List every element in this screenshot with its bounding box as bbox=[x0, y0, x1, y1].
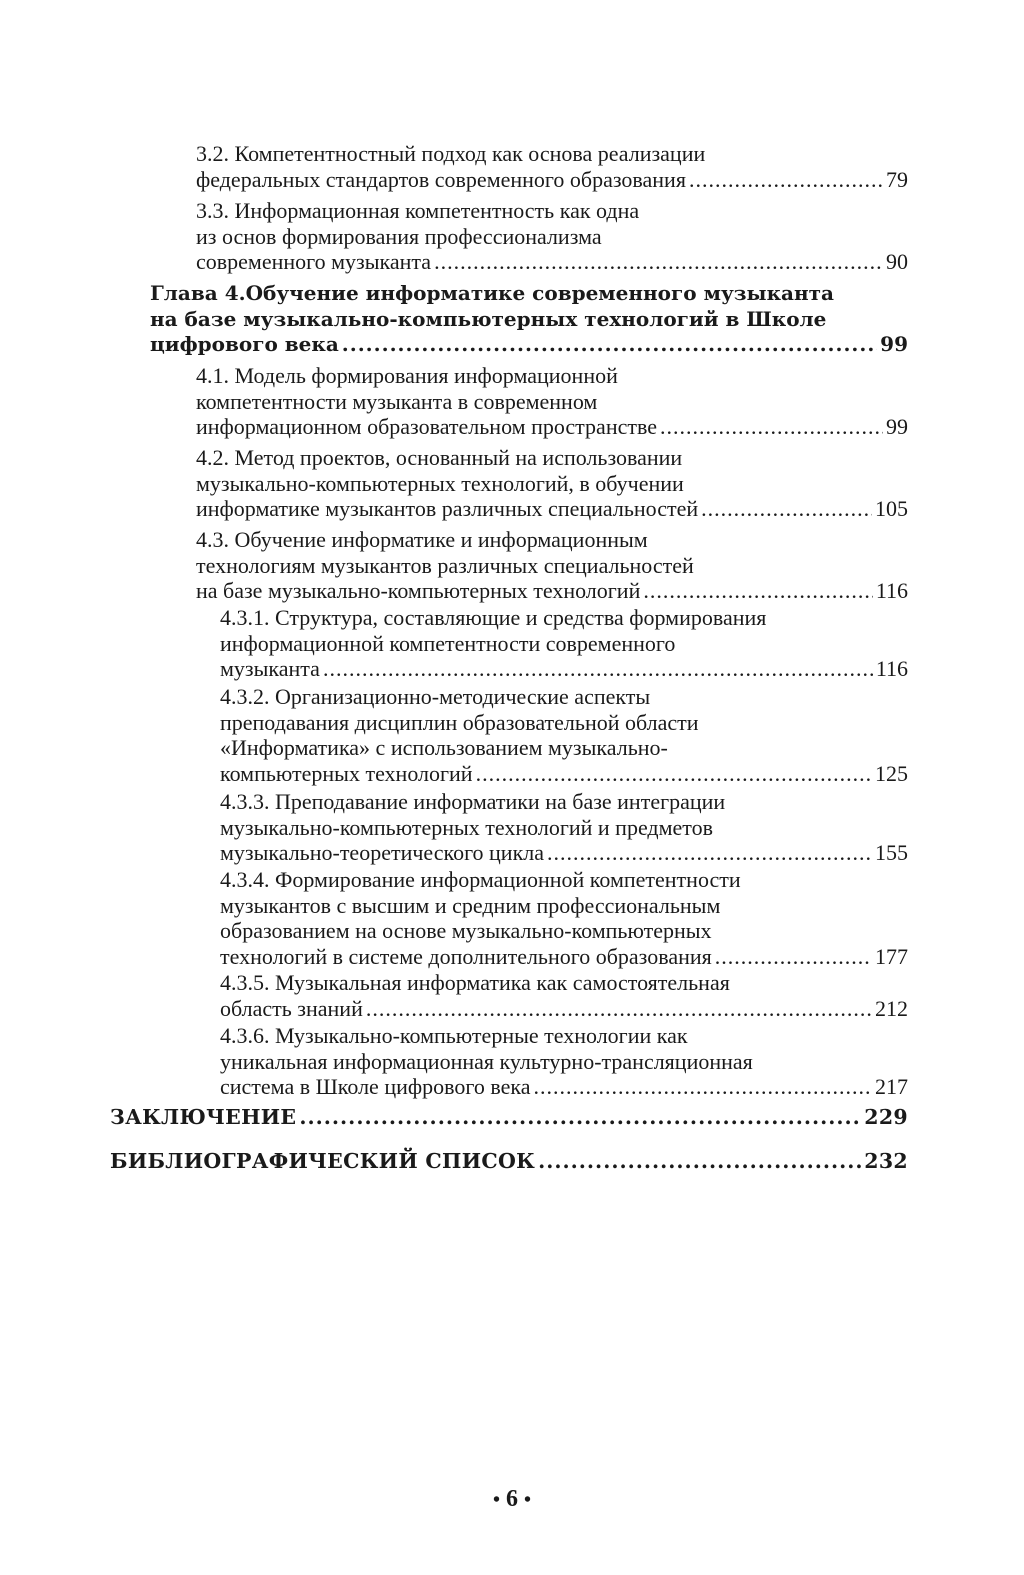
toc-entry-4-1 bbox=[196, 363, 908, 440]
toc-line: преподавания дисциплин образовательной области bbox=[220, 709, 699, 735]
toc-line: информатике музыкантов различных специальностей bbox=[196, 496, 699, 521]
toc-entry-3-2 bbox=[196, 141, 908, 192]
toc-line: область знаний bbox=[220, 995, 363, 1021]
toc-entry-4-3-3 bbox=[220, 789, 908, 866]
toc-line: музыкально-компьютерных технологий, в обучении bbox=[196, 470, 684, 496]
toc-line: информационной компетентности современного bbox=[220, 630, 676, 656]
toc-entry-4-3-5 bbox=[220, 970, 908, 1021]
toc-page-number: 79 bbox=[886, 166, 908, 192]
toc-line: технологиям музыкантов различных специальностей bbox=[196, 552, 694, 578]
toc-line: 4.2. Метод проектов, основанный на использовании bbox=[196, 445, 683, 470]
toc-line: музыкально-теоретического цикла bbox=[220, 840, 545, 865]
toc-line: современного музыканта bbox=[196, 249, 432, 274]
toc-line: БИБЛИОГРАФИЧЕСКИЙ СПИСОК bbox=[110, 1149, 536, 1173]
toc-line: музыкантов с высшим и средним профессиональным bbox=[220, 892, 721, 918]
toc-line: компетентности музыканта в современном bbox=[196, 388, 598, 414]
toc-line: 4.3.5. Музыкальная информатика как самостоятельная bbox=[220, 970, 730, 995]
toc-line: система в Школе цифрового века bbox=[220, 1074, 531, 1099]
toc-page-number: 116 bbox=[875, 656, 908, 681]
dot-leader bbox=[434, 249, 883, 275]
dot-leader bbox=[538, 1149, 861, 1175]
dot-leader bbox=[299, 1105, 861, 1131]
toc-line: ЗАКЛЮЧЕНИЕ bbox=[110, 1105, 297, 1129]
toc-line: образованием на основе музыкально-компьютерных bbox=[220, 918, 712, 943]
toc-entry-chapter-4 bbox=[150, 281, 908, 358]
dot-leader bbox=[323, 656, 873, 682]
toc-line: на базе музыкально-компьютерных технологий bbox=[196, 578, 641, 603]
dot-leader bbox=[689, 167, 883, 193]
toc-page-number: 232 bbox=[864, 1149, 908, 1173]
toc-line: компьютерных технологий bbox=[220, 760, 473, 786]
toc-line: на базе музыкально-компьютерных технологий в Школе bbox=[150, 306, 827, 331]
bullet-icon: • bbox=[524, 1489, 532, 1511]
dot-leader bbox=[660, 414, 883, 440]
toc-line: уникальная информационная культурно-трансляционная bbox=[220, 1048, 753, 1074]
toc-entry-bibliography bbox=[110, 1149, 908, 1175]
toc-line: 4.3.4. Формирование информационной компетентности bbox=[220, 867, 741, 892]
toc-entry-3-3 bbox=[196, 198, 908, 275]
toc-line: цифрового века bbox=[150, 332, 339, 356]
dot-leader bbox=[643, 578, 872, 604]
toc-line: 4.3.6. Музыкально-компьютерные технологии как bbox=[220, 1023, 688, 1048]
toc-entry-4-2 bbox=[196, 445, 908, 522]
toc-line: 3.3. Информационная компетентность как одна bbox=[196, 198, 640, 223]
toc-page-number: 99 bbox=[886, 414, 908, 439]
toc-line: 3.2. Компетентностный подход как основа реализации bbox=[196, 141, 706, 166]
toc-line: 4.1. Модель формирования информационной bbox=[196, 363, 618, 388]
toc-line: 4.3.3. Преподавание информатики на базе интеграции bbox=[220, 789, 726, 814]
toc-page-number: 116 bbox=[875, 578, 908, 603]
toc-entry-4-3-1 bbox=[220, 605, 908, 682]
page-number bbox=[0, 1486, 1024, 1513]
toc-page-number: 105 bbox=[875, 496, 908, 521]
dot-leader bbox=[533, 1074, 872, 1100]
dot-leader bbox=[701, 496, 872, 522]
toc-page-number: 155 bbox=[875, 840, 908, 865]
toc-entry-4-3 bbox=[196, 527, 908, 604]
toc-entry-conclusion bbox=[110, 1105, 908, 1131]
toc-entry-4-3-4 bbox=[220, 867, 908, 969]
toc-page-number: 90 bbox=[886, 249, 908, 274]
toc-line: музыканта bbox=[220, 656, 320, 681]
toc-page-number: 212 bbox=[875, 995, 908, 1021]
toc-line: федеральных стандартов современного образования bbox=[196, 166, 686, 192]
dot-leader bbox=[715, 944, 872, 970]
toc-line: «Информатика» с использованием музыкально- bbox=[220, 735, 668, 760]
toc-line: 4.3.1. Структура, составляющие и средства формирования bbox=[220, 605, 767, 630]
toc-page-number: 99 bbox=[880, 332, 908, 356]
toc-page-number: 229 bbox=[864, 1105, 908, 1129]
toc-line: Глава 4.Обучение информатике современного музыканта bbox=[150, 281, 834, 305]
toc-line: из основ формирования профессионализма bbox=[196, 223, 602, 249]
toc-line: информационном образовательном пространстве bbox=[196, 414, 657, 439]
bullet-icon: • bbox=[492, 1489, 500, 1511]
dot-leader bbox=[476, 761, 872, 787]
toc-entry-4-3-2 bbox=[220, 684, 908, 786]
toc-entry-4-3-6 bbox=[220, 1023, 908, 1100]
toc-line: 4.3.2. Организационно-методические аспекты bbox=[220, 684, 651, 709]
dot-leader bbox=[366, 996, 872, 1022]
toc-page-number: 217 bbox=[875, 1074, 908, 1099]
dot-leader bbox=[342, 332, 877, 358]
toc-page-number: 125 bbox=[875, 760, 908, 786]
dot-leader bbox=[547, 840, 872, 866]
page-number-value: 6 bbox=[506, 1486, 518, 1512]
toc-page-number: 177 bbox=[875, 943, 908, 969]
toc-line: музыкально-компьютерных технологий и предметов bbox=[220, 814, 714, 840]
toc-line: 4.3. Обучение информатике и информационным bbox=[196, 527, 648, 552]
toc-line: технологий в системе дополнительного образования bbox=[220, 943, 712, 969]
